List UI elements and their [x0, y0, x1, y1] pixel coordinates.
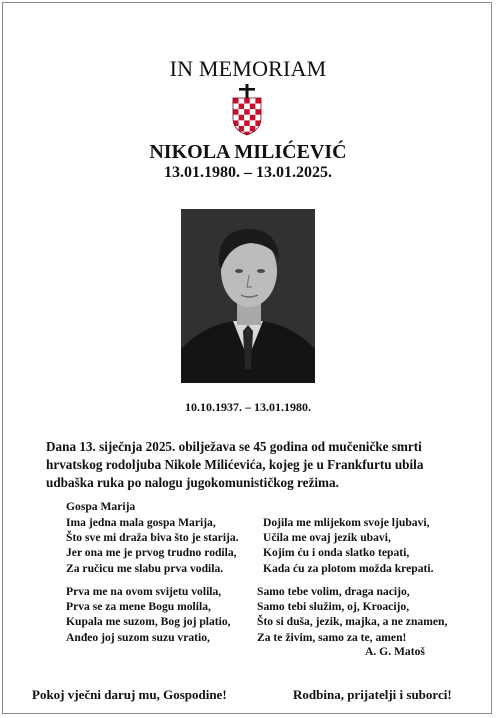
poem-line: Za te živim, samo za te, amen!: [257, 630, 407, 644]
poem-stanza: [66, 515, 239, 576]
poem-stanza: [257, 584, 447, 645]
croatian-coat-of-arms-with-cross-icon: [229, 84, 265, 136]
checker-square: [233, 115, 239, 121]
checker-square: [250, 109, 256, 115]
poem-line: Samo tebe volim, draga nacijo,: [257, 585, 410, 598]
poem-line: Dojila me mlijekom svoje ljubavi,: [263, 516, 430, 529]
checker-square: [255, 109, 261, 115]
poem-line: Prva me na ovom svijetu volila,: [66, 585, 222, 598]
checker-square: [255, 132, 261, 136]
checker-square: [239, 104, 245, 110]
checker-square: [250, 98, 256, 104]
poem-line: Prva se za mene Bogu molila,: [66, 600, 211, 614]
checker-square: [244, 120, 250, 126]
poem-line: Za ručicu me slabu prva vodila.: [66, 561, 224, 575]
checker-square: [255, 104, 261, 110]
page-title: IN MEMORIAM: [169, 56, 327, 81]
checker-square: [255, 115, 261, 121]
checker-square: [239, 120, 245, 126]
poem-stanza: [263, 515, 433, 576]
poem-line: Što si duša, jezik, majka, a ne znamen,: [257, 615, 448, 629]
checker-square: [239, 98, 245, 104]
announcement-text: Dana 13. siječnja 2025. obilježava se 45 godina od mučeničke smrti hrvatskog rodoljuba Nikole Milićevića, kojeg je u Frankfurtu ubila udbaška ruka po nalogu jugokomunističkog režima.: [46, 439, 424, 490]
life-dates: 10.10.1937. – 13.01.1980.: [185, 400, 311, 414]
poem-author: A. G. Matoš: [365, 645, 425, 658]
checker-square: [255, 98, 261, 104]
poem-line: Anđeo joj suzom suzu vratio,: [66, 630, 210, 644]
poem-line: Jer ona me je prvog trudno rodila,: [66, 546, 237, 560]
checker-square: [239, 115, 245, 121]
checker-square: [250, 115, 256, 121]
checker-square: [244, 109, 250, 115]
checker-square: [244, 104, 250, 110]
checker-square: [233, 109, 239, 115]
portrait-photo: [181, 209, 315, 383]
poem-line: Što sve mi draža biva što je starija.: [66, 531, 239, 545]
checker-square: [250, 104, 256, 110]
poem-title: Gospa Marija: [66, 500, 136, 513]
footer-prayer: Pokoj vječni daruj mu, Gospodine!: [32, 687, 227, 702]
checker-square: [250, 120, 256, 126]
checker-square: [233, 132, 239, 136]
checker-square: [244, 98, 250, 104]
poem-line: Kojim ću i onda slatko tepati,: [263, 546, 410, 560]
poem-line: Ima jedna mala gospa Marija,: [66, 516, 216, 529]
poem-line: Učila me ovaj jezik ubavi,: [263, 531, 391, 545]
checker-square: [244, 126, 250, 132]
checker-square: [244, 115, 250, 121]
poem-stanza: [66, 584, 231, 645]
anniversary-dates: 13.01.1980. – 13.01.2025.: [164, 164, 332, 181]
checker-square: [233, 104, 239, 110]
checker-square: [239, 109, 245, 115]
checker-square: [233, 98, 239, 104]
poem-line: Kupala me suzom, Bog joj platio,: [66, 615, 231, 629]
deceased-name: NIKOLA MILIĆEVIĆ: [149, 141, 347, 163]
poem-line: Samo tebi služim, oj, Kroacijo,: [257, 600, 410, 614]
footer-signature: Rodbina, prijatelji i suborci!: [293, 687, 452, 702]
poem-line: Kada ću za plotom možda krepati.: [263, 561, 434, 575]
